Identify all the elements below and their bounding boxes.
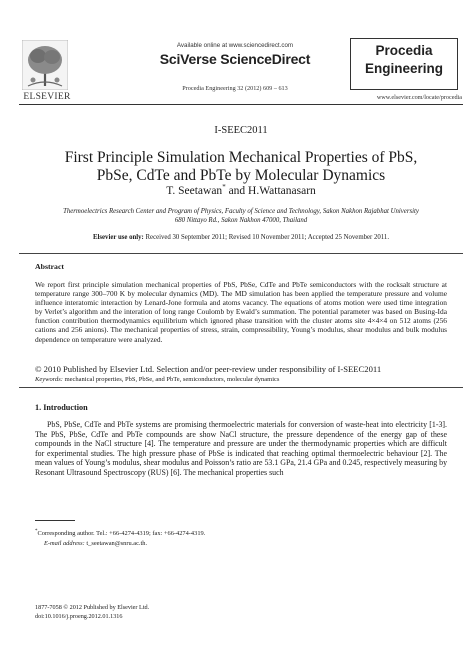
publisher-name: ELSEVIER [23,92,71,102]
conference-name: I-SEEC2011 [214,125,268,136]
affiliation-line-1: Thermoelectrics Research Center and Program of Physics, Faculty of Science and Technology, Sakon Nakhon Rajabhat University [63,208,419,215]
journal-name-line1: Procedia [375,43,433,58]
author-2: H.Wattanasarn [248,184,316,197]
footnote-divider [35,520,75,521]
paper-title [19,149,463,185]
title-line-2: PbSe, CdTe and PbTe by Molecular Dynamics [96,167,386,184]
journal-reference: Procedia Engineering 32 (2012) 609 – 613 [182,85,288,92]
email-note [44,540,147,547]
author-1: T. Seetawan [166,184,223,197]
keywords-list: mechanical properties, PbS, PbSe, and PbTe, semiconductors, molecular dynamics [62,376,280,383]
article-history [19,234,463,241]
footnote-mark: * [35,529,38,534]
email-label: E-mail address: [44,540,85,547]
journal-name-line2: Engineering [364,61,443,76]
abstract-heading: Abstract [35,262,65,271]
header-divider [19,104,463,105]
available-online-text: Available online at www.sciencedirect.com [176,42,294,49]
author-separator: and [225,184,249,197]
keywords-label: Keywords: [35,376,63,383]
history-dates: Received 30 September 2011; Revised 10 November 2011; Accepted 25 November 2011. [143,234,390,241]
doi-line: doi:10.1016/j.proeng.2012.01.1316 [35,613,123,620]
abstract-top-divider [19,253,463,254]
author-list [19,183,463,197]
history-label: Elsevier use only: [92,234,144,241]
corresponding-mark: * [222,183,226,191]
copyright-statement: © 2010 Published by Elsevier Ltd. Selection and/or peer-review under responsibility of I-SEEC2011 [35,364,382,374]
abstract-body: We report first principle simulation mechanical properties of PbS, PbSe, CdTe and PbTe semiconductors with the rocksalt structure at temperature range 300–700 K by molecular dynamics (MD). The MD simulation has been applied the temperature pressure and volume influence interatomic interaction by Lenard-Jone formula and atoms vacancy. The equations of atoms motion were used time integration by Verlet’s algorithm and the interation of long range Coulomb by Ewald’s summation. The potential parameter was based on Busing-Ida function contribution thermodynamics equilibrium which ignored phase transition with the cluster atoms site 4×4×4 on 512 atoms (256 cations and 256 anions). The mechanical properties of stress, strain, compressibility, Young’s modulus, shear modulus and bulk modulus dependence on temperature were analyzed. [35,280,447,344]
email-address: t_seetawan@snru.ac.th. [84,540,148,547]
issn-line: 1877-7058 © 2012 Published by Elsevier Ltd. [35,604,150,611]
title-line-1: First Principle Simulation Mechanical Properties of PbS, [64,149,418,166]
corresponding-author-note [35,529,205,537]
affiliation-line-2: 680 Nittayo Rd., Sakon Nakhon 47000, Thailand [174,216,308,224]
keywords [35,376,455,383]
elsevier-tree-logo [22,40,68,90]
journal-url: www.elsevier.com/locate/procedia [376,94,462,101]
introduction-body: PbS, PbSe, CdTe and PbTe systems are promising thermoelectric materials for conversion of waste-heat into electricity [1-3]. The PbS, PbSe, CdTe and PbTe compounds are show NaCl structure, the pressure dependence of the energy gap of these compounds in the NaCl structure [4]. The temperature and pressure are under the thermodynamic properties which are difficult for experimental studies. The high pressure phase of PbSe is indicated that reaching optimal thermoelectric behaviour [2]. The mean values of Young’s modulus, shear modulus and Poisson’s ratio are 53.1 GPa, 21.4 GPa and 0.245, respectively measuring by Resonant Ultrasound Spectroscopy (RUS) [6]. The mechanical properties such [35,420,448,477]
section-heading-introduction: 1. Introduction [35,403,88,412]
corresponding-author-text: Corresponding author. Tel.: +66-4274-4319; fax: +66-4274-4319. [37,530,206,538]
platform-title: SciVerse ScienceDirect [159,51,311,67]
affiliation [40,208,442,225]
abstract-bottom-divider [19,387,463,388]
